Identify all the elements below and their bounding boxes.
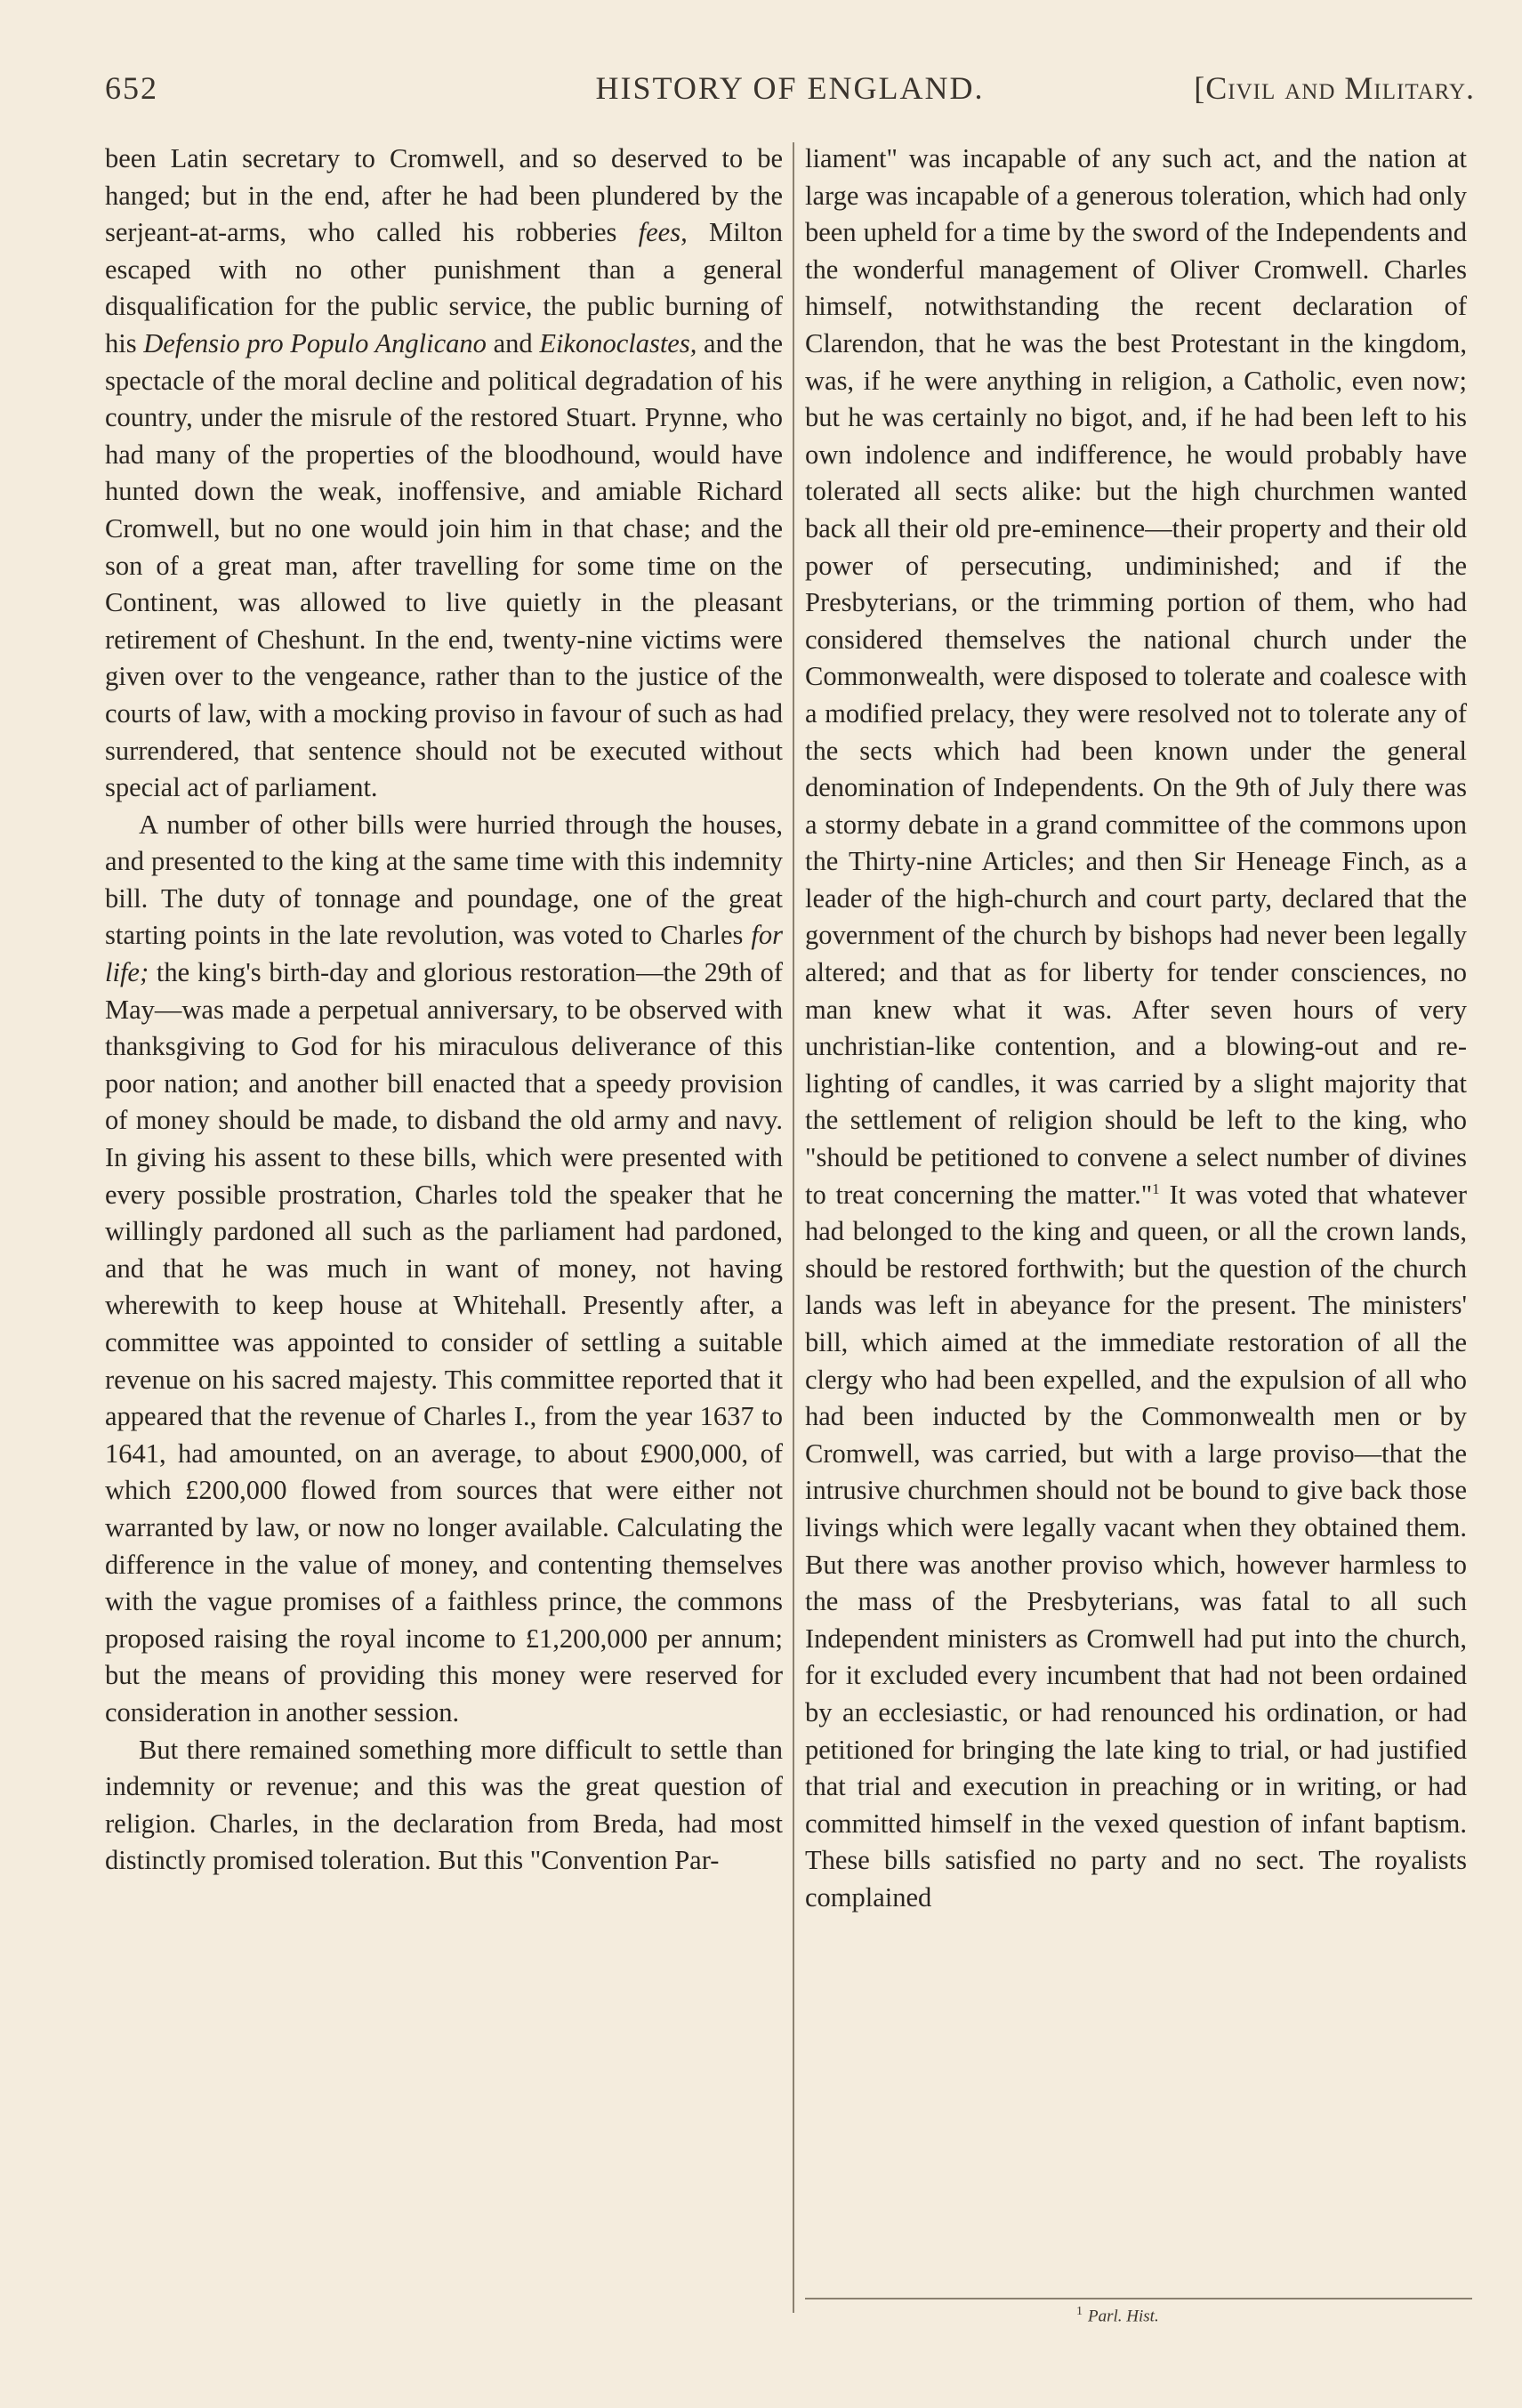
text-run: liament" was incapable of any such act, and the nation at large was incapable of a generous toleration, which had only been upheld for a time by the sword of the Independents and the wonderful management of Oliver Cromwell. Charles himself, notwithstanding the recent declaration of Clarendon, that he was the best Protestant in the kingdom, was, if he were anything in religion, a Catholic, even now; but he was certainly no bigot, and, if he had been left to his own indolence and indifference, he would probably have tolerated all sects alike: but the high churchmen wanted back all their old pre-eminence—their property and their old power of persecuting, undiminished; and if the Presbyterians, or the trimming portion of them, who had considered themselves the national church under the Commonwealth, were disposed to tolerate and coalesce with a modified prelacy, they were resolved not to tolerate any of the sects which had been known under the general denomination of Independents. On the 9th of July there was a stormy debate in a grand committee of the commons upon the Thirty-nine Articles; and then Sir Heneage Finch, as a leader of the high-church and court party, declared that the government of the church by bishops had never been legally altered; and that as for liberty for tender consciences, no man knew what it was. After seven hours of very unchristian-like contention, and a blowing-out and re-lighting of candles, it was carried by a slight majority that the settlement of religion should be left to the king, who "should be petitioned to convene a select number of divines to treat concerning the matter." <box>805 143 1467 1210</box>
text-run: been Latin secretary to Cromwell, and so deserved to be hanged; but in the end, after he had been plundered by the serjeant-at-arms, who called his robberies <box>105 143 783 248</box>
italic-run: fees, <box>638 217 688 248</box>
running-header <box>105 69 1475 114</box>
footnote-marker: 1 <box>1076 2305 1083 2318</box>
footnote-rule <box>805 2298 1472 2299</box>
paragraph <box>805 141 1467 1917</box>
right-column <box>805 141 1467 2275</box>
footnote <box>1076 2305 1432 2326</box>
section-heading: [Civil and Military. <box>1194 70 1475 106</box>
paragraph: But there remained something more difficult to settle than indemnity or revenue; and this was the great question of religion. Charles, in the declaration from Breda, had most distinctly promised toleration. But this "Convention Par- <box>105 1734 783 1876</box>
italic-run: for life; <box>105 920 783 988</box>
page-number: 652 <box>105 70 158 106</box>
footnote-text: Parl. Hist. <box>1088 2307 1159 2326</box>
footnote-reference[interactable]: 1 <box>1152 1180 1160 1197</box>
italic-run: Defensio pro Populo Anglicano <box>143 327 487 358</box>
paragraph <box>105 141 783 807</box>
text-run: and <box>486 327 540 358</box>
italic-run: Eikonoclastes, <box>539 327 697 358</box>
text-run: It was voted that whatever had belonged to the king and queen, or all the crown lands, should be restored forthwith; but the question of the church lands was left in abeyance for the present. The ministers' bill, which aimed at the immediate restoration of all the clergy who had been expelled, and the expulsion of all who had been inducted by the Commonwealth men or by Cromwell, was carried, but with a large proviso—that the intrusive churchmen should not be bound to give back those livings which were legally vacant when they obtained them. But there was another proviso which, however harmless to the mass of the Presbyterians, was fatal to all such Independent ministers as Cromwell had put into the church, for it excluded every incumbent that had not been ordained by an ecclesiastic, or had renounced his ordination, or had petitioned for bringing the late king to trial, or had justified that trial and execution in preaching or in writing, or had committed himself in the vexed question of infant baptism. These bills satisfied no party and no sect. The royalists complained <box>805 1179 1467 1913</box>
text-run: A number of other bills were hurried through the houses, and presented to the king at the same time with this indemnity bill. The duty of tonnage and poundage, one of the great starting points in the late revolution, was voted to Charles <box>105 809 783 951</box>
paragraph <box>105 807 783 1732</box>
left-column <box>105 141 783 2320</box>
text-run: and the spectacle of the moral decline and political degradation of his country, under the misrule of the restored Stuart. Prynne, who had many of the properties of the bloodhound, would have hunted down the weak, inoffensive, and amiable Richard Cromwell, but no one would join him in that chase; and the son of a great man, after travelling for some time on the Continent, was allowed to live quietly in the pleasant retirement of Cheshunt. In the end, twenty-nine victims were given over to the vengeance, rather than to the justice of the courts of law, with a mocking proviso in favour of such as had surrendered, that sentence should not be executed without special act of parliament. <box>105 327 784 803</box>
column-divider <box>793 142 794 2313</box>
book-title: HISTORY OF ENGLAND. <box>595 70 985 106</box>
text-run: the king's birth-day and glorious restoration—the 29th of May—was made a perpetual anniversary, to be observed with thanksgiving to God for his miraculous deliverance of this poor nation; and another bill enacted that a speedy provision of money should be made, to disband the old army and navy. In giving his assent to these bills, which were presented with every possible prostration, Charles told the speaker that he willingly pardoned all such as the parliament had pardoned, and that he was much in want of money, not having wherewith to keep house at Whitehall. Presently after, a committee was appointed to consider of settling a suitable revenue on his sacred majesty. This committee reported that it appeared that the revenue of Charles I., from the year 1637 to 1641, had amounted, on an average, to about £900,000, of which £200,000 flowed from sources that were either not warranted by law, or now no longer available. Calculating the difference in the value of money, and contenting themselves with the vague promises of a faithless prince, the commons proposed raising the royal income to £1,200,000 per annum; but the means of providing this money were reserved for consideration in another session. <box>105 957 783 1727</box>
text-run: Milton escaped with no other punishment than a general disqualification for the public service, the public burning of his <box>105 217 783 358</box>
